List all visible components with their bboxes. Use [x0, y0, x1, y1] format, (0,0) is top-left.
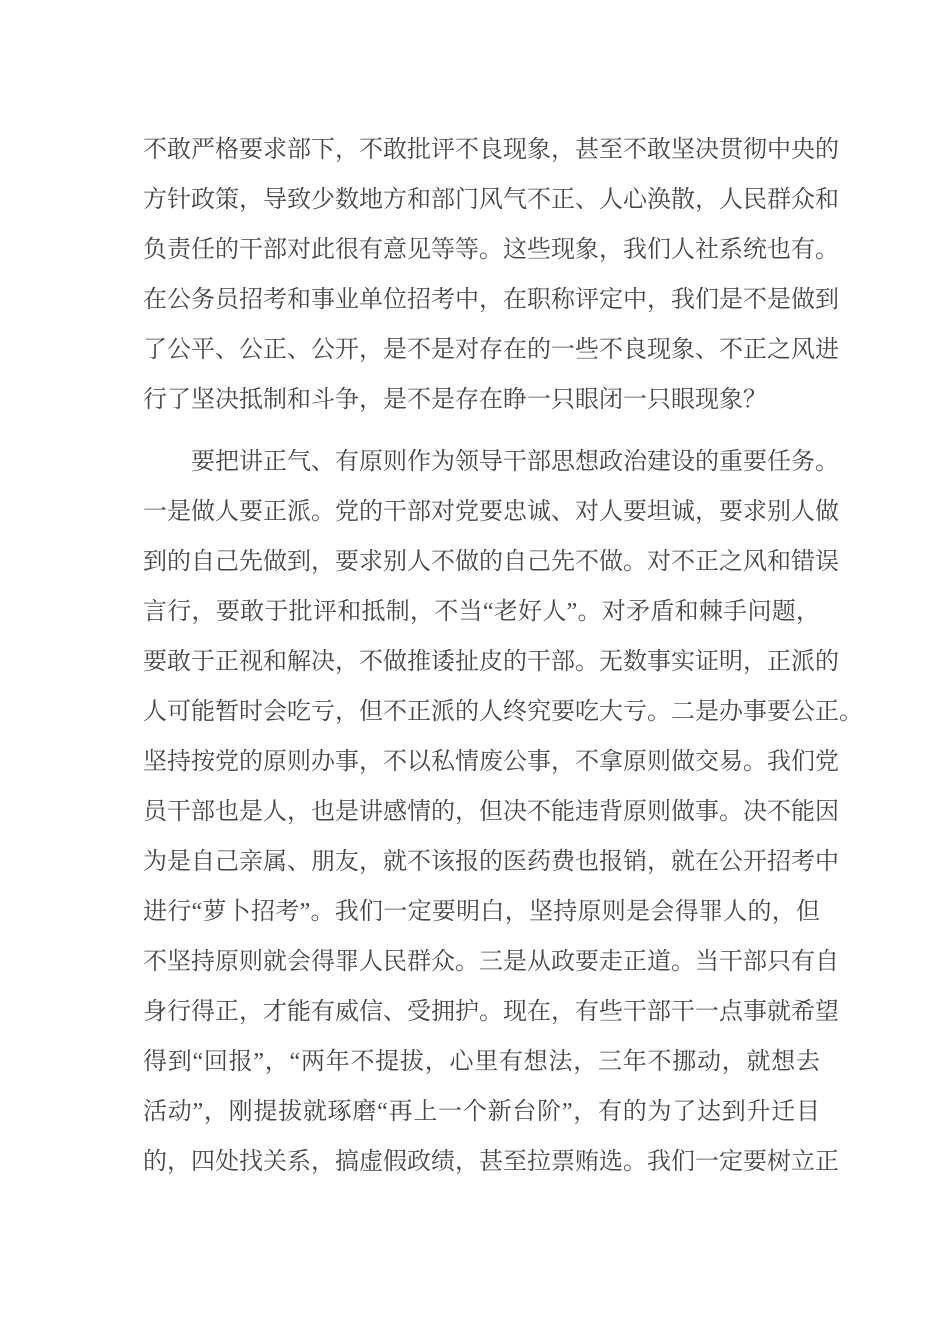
- paragraph: [143, 125, 839, 425]
- text-line: 活动”，刚提拔就琢磨“再上一个新台阶”，有的为了达到升迁目: [143, 1099, 820, 1125]
- text-line: 的，四处找关系，搞虚假政绩，甚至拉票贿选。我们一定要树立正: [143, 1149, 839, 1175]
- text-line: 坚持按党的原则办事，不以私情废公事，不拿原则做交易。我们党: [143, 749, 839, 775]
- text-line: 言行，要敢于批评和抵制，不当“老好人”。对矛盾和棘手问题，: [143, 599, 820, 625]
- text-line: 负责任的干部对此很有意见等等。这些现象，我们人社系统也有。: [143, 237, 839, 263]
- document-body: [143, 125, 863, 1187]
- text-line: 了公平、公正、公开，是不是对存在的一些不良现象、不正之风进: [143, 337, 839, 363]
- text-line: 员干部也是人，也是讲感情的，但决不能违背原则做事。决不能因: [143, 799, 839, 825]
- text-line: 要把讲正气、有原则作为领导干部思想政治建设的重要任务。: [191, 449, 839, 475]
- text-line: 在公务员招考和事业单位招考中，在职称评定中，我们是不是做到: [143, 287, 839, 313]
- paragraph: [143, 437, 863, 1187]
- text-line: 行了坚决抵制和斗争，是不是存在睁一只眼闭一只眼现象？: [143, 387, 767, 413]
- text-line: 到的自己先做到，要求别人不做的自己先不做。对不正之风和错误: [143, 549, 839, 575]
- text-line: 一是做人要正派。党的干部对党要忠诚、对人要坦诚，要求别人做: [143, 499, 839, 525]
- text-line: 不敢严格要求部下，不敢批评不良现象，甚至不敢坚决贯彻中央的: [143, 137, 839, 163]
- text-line: 方针政策，导致少数地方和部门风气不正、人心涣散，人民群众和: [143, 187, 839, 213]
- text-line: 身行得正，才能有威信、受拥护。现在，有些干部干一点事就希望: [143, 999, 839, 1025]
- text-line: 不坚持原则就会得罪人民群众。三是从政要走正道。当干部只有自: [143, 949, 839, 975]
- text-line: 进行“萝卜招考”。我们一定要明白，坚持原则是会得罪人的，但: [143, 899, 820, 925]
- text-line: 要敢于正视和解决，不做推诿扯皮的干部。无数事实证明，正派的: [143, 649, 839, 675]
- text-line: 为是自己亲属、朋友，就不该报的医药费也报销，就在公开招考中: [143, 849, 839, 875]
- text-line: 得到“回报”，“两年不提拔，心里有想法，三年不挪动，就想去: [143, 1049, 820, 1075]
- text-line: 人可能暂时会吃亏，但不正派的人终究要吃大亏。二是办事要公正。: [143, 699, 863, 725]
